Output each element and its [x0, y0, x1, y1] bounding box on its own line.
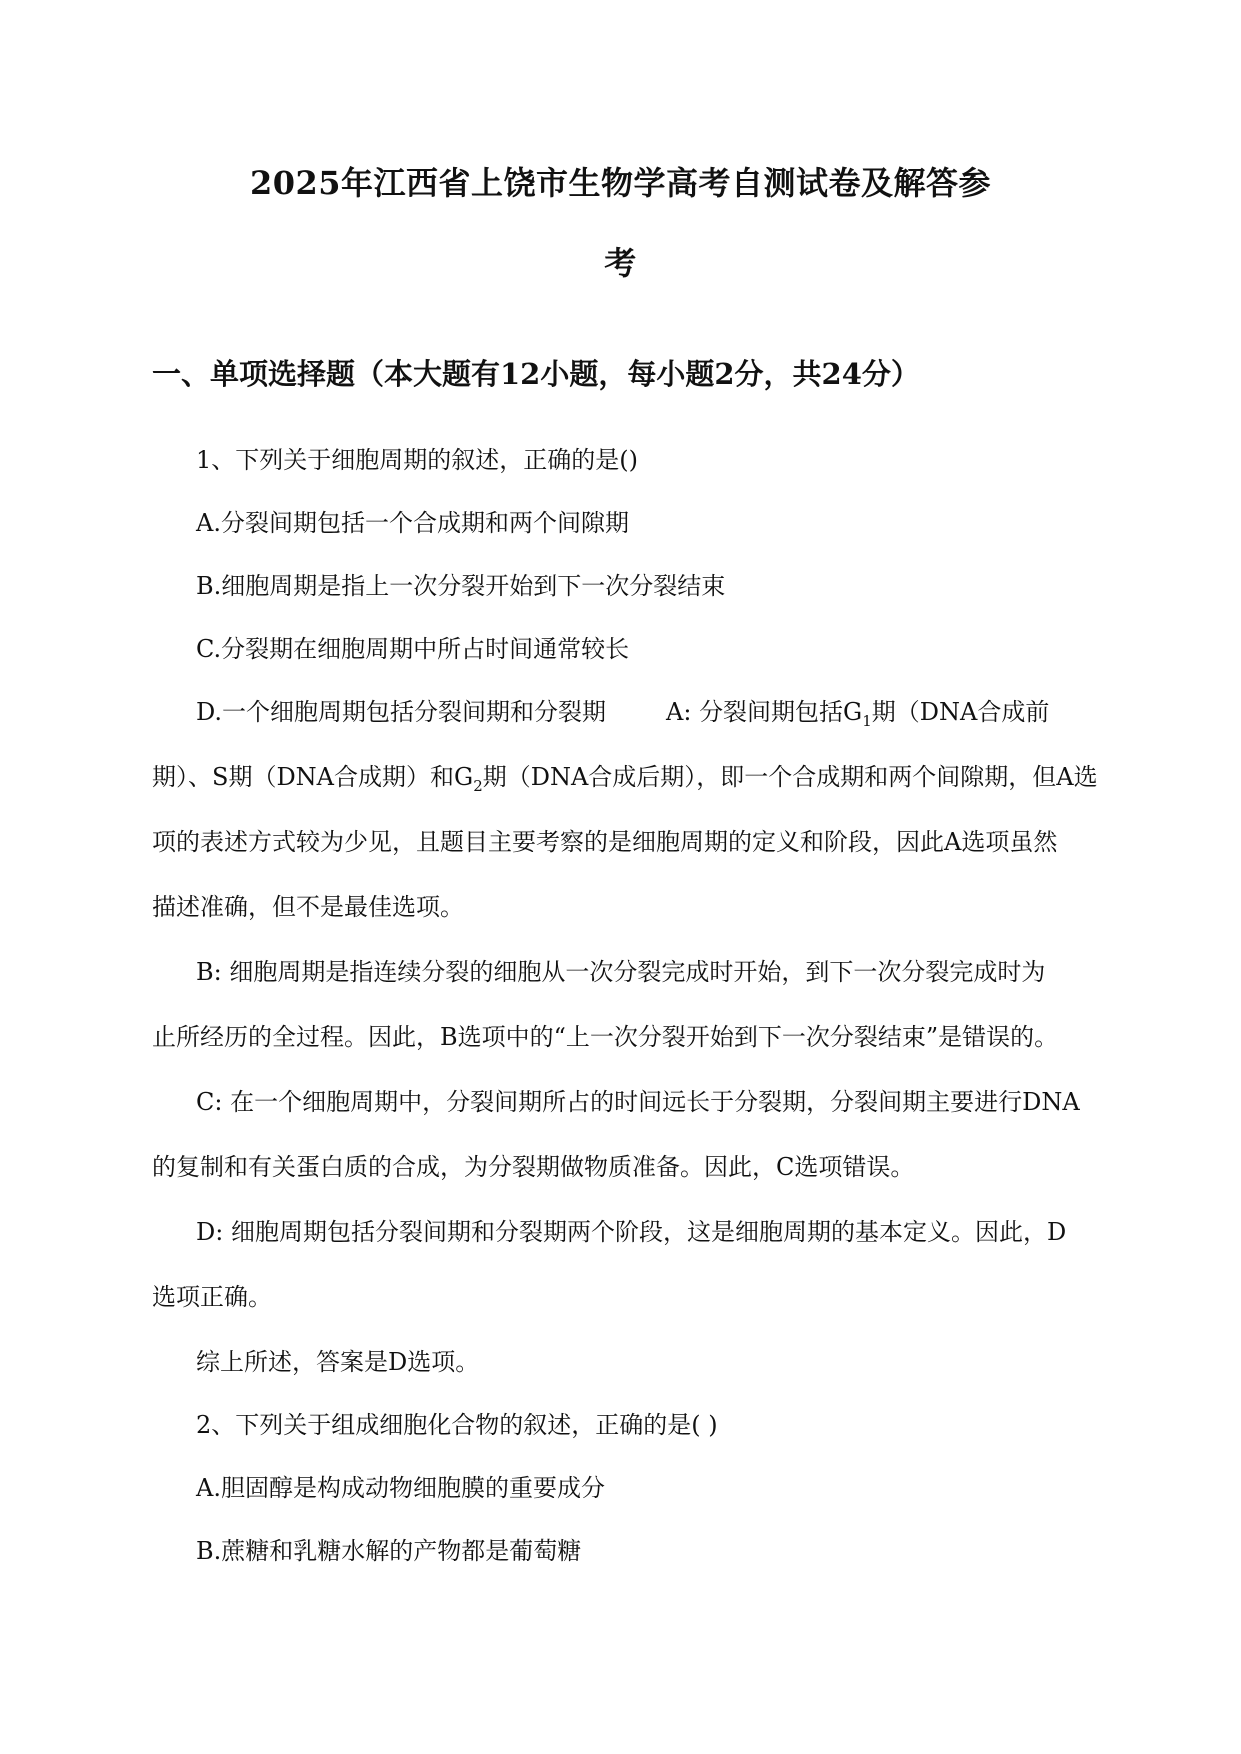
subscript-2: 2 [473, 777, 483, 795]
explanation-a-line-4: 描述准确，但不是最佳选项。 [152, 893, 464, 921]
question-1-stem: 1、下列关于细胞周期的叙述，正确的是() [196, 446, 638, 474]
explanation-a-line-2-end: 期（DNA合成后期），即一个合成期和两个间隙期，但A选 [482, 763, 1098, 791]
explanation-c-line-2: 的复制和有关蛋白质的合成，为分裂期做物质准备。因此，C选项错误。 [152, 1153, 915, 1181]
explanation-a-line-1-end: 期（DNA合成前 [871, 698, 1050, 726]
question-1-option-c: C.分裂期在细胞周期中所占时间通常较长 [196, 635, 630, 663]
explanation-a-line-2 [152, 757, 1098, 795]
explanation-d-line-1: D: 细胞周期包括分裂间期和分裂期两个阶段，这是细胞周期的基本定义。因此，D [196, 1218, 1067, 1246]
section-heading: 一、单项选择题（本大题有12小题，每小题2分，共24分） [152, 357, 920, 391]
question-2-option-b: B.蔗糖和乳糖水解的产物都是葡萄糖 [196, 1537, 582, 1565]
question-1-summary: 综上所述，答案是D选项。 [196, 1348, 480, 1376]
question-1-option-a: A.分裂间期包括一个合成期和两个间隙期 [196, 509, 629, 537]
question-2-stem: 2、下列关于组成细胞化合物的叙述，正确的是( ) [196, 1411, 718, 1439]
explanation-a-line-3: 项的表述方式较为少见，且题目主要考察的是细胞周期的定义和阶段，因此A选项虽然 [152, 828, 1058, 856]
subscript-1: 1 [862, 712, 872, 730]
question-1-option-d-line [196, 692, 1050, 730]
document-title-line-2: 考 [604, 244, 637, 282]
explanation-a-line-1-start: A: 分裂间期包括G [666, 698, 863, 726]
question-1-option-b: B.细胞周期是指上一次分裂开始到下一次分裂结束 [196, 572, 726, 600]
explanation-d-line-2: 选项正确。 [152, 1283, 272, 1311]
explanation-b-line-2: 止所经历的全过程。因此，B选项中的“上一次分裂开始到下一次分裂结束”是错误的。 [152, 1023, 1059, 1051]
question-2-option-a: A.胆固醇是构成动物细胞膜的重要成分 [196, 1474, 605, 1502]
explanation-b-line-1: B: 细胞周期是指连续分裂的细胞从一次分裂完成时开始，到下一次分裂完成时为 [196, 958, 1046, 986]
explanation-c-line-1: C: 在一个细胞周期中，分裂间期所占的时间远长于分裂期，分裂间期主要进行DNA [196, 1088, 1080, 1116]
explanation-a-line-2-start: 期）、S期（DNA合成期）和G [152, 763, 474, 791]
document-title-line-1: 2025年江西省上饶市生物学高考自测试卷及解答参 [249, 164, 992, 202]
question-1-option-d: D.一个细胞周期包括分裂间期和分裂期 [196, 698, 607, 726]
